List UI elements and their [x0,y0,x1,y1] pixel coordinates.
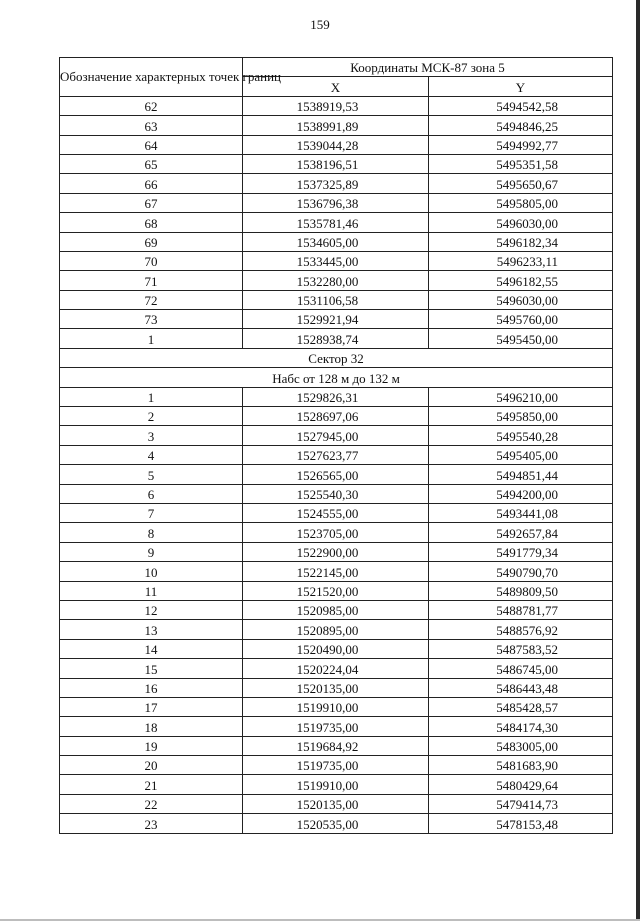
x-coordinate-cell: 1520490,00 [243,639,429,658]
y-coordinate-cell: 5495540,28 [429,426,613,445]
point-number-cell: 21 [60,775,243,794]
x-coordinate-cell: 1527945,00 [243,426,429,445]
table-row [60,717,613,736]
y-coordinate-cell: 5495850,00 [429,407,613,426]
table-row [60,562,613,581]
y-coordinate-cell: 5493441,08 [429,503,613,522]
y-coordinate-cell: 5487583,52 [429,639,613,658]
table-row [60,756,613,775]
x-coordinate-cell: 1520985,00 [243,600,429,619]
table-row [60,329,613,348]
height-row [60,368,613,387]
point-number-cell: 72 [60,290,243,309]
table-row [60,135,613,154]
point-number-cell: 18 [60,717,243,736]
table-row [60,503,613,522]
point-number-cell: 13 [60,620,243,639]
table-row [60,736,613,755]
table-row [60,794,613,813]
y-coordinate-cell: 5495351,58 [429,154,613,173]
x-coordinate-cell: 1528938,74 [243,329,429,348]
point-number-cell: 10 [60,562,243,581]
height-range-label: Набс от 128 м до 132 м [60,368,613,387]
point-number-cell: 20 [60,756,243,775]
x-coordinate-cell: 1519910,00 [243,697,429,716]
y-coordinate-cell: 5480429,64 [429,775,613,794]
point-number-cell: 23 [60,814,243,833]
x-coordinate-cell: 1522145,00 [243,562,429,581]
table-row [60,290,613,309]
y-coordinate-cell: 5494846,25 [429,116,613,135]
x-coordinate-cell: 1519735,00 [243,756,429,775]
table-row [60,387,613,406]
point-number-cell: 65 [60,154,243,173]
y-coordinate-cell: 5495450,00 [429,329,613,348]
y-coordinate-cell: 5492657,84 [429,523,613,542]
point-number-cell: 71 [60,271,243,290]
point-number-cell: 64 [60,135,243,154]
x-coordinate-cell: 1537325,89 [243,174,429,193]
y-coordinate-cell: 5488781,77 [429,600,613,619]
y-coordinate-cell: 5490790,70 [429,562,613,581]
coordinates-table [59,57,613,834]
x-coordinate-cell: 1520224,04 [243,659,429,678]
y-coordinate-cell: 5496233,11 [429,251,613,270]
y-coordinate-cell: 5494200,00 [429,484,613,503]
x-coordinate-cell: 1529826,31 [243,387,429,406]
point-number-cell: 6 [60,484,243,503]
sector-section [60,348,613,387]
table-row [60,814,613,833]
point-number-cell: 3 [60,426,243,445]
x-coordinate-cell: 1539044,28 [243,135,429,154]
x-coordinate-cell: 1520535,00 [243,814,429,833]
x-coordinate-cell: 1521520,00 [243,581,429,600]
table-row [60,678,613,697]
x-coordinate-cell: 1534605,00 [243,232,429,251]
y-coordinate-cell: 5486443,48 [429,678,613,697]
y-coordinate-cell: 5496030,00 [429,213,613,232]
table-row [60,426,613,445]
table-row [60,445,613,464]
point-number-cell: 17 [60,697,243,716]
x-column-header: X [243,77,429,96]
point-number-cell: 16 [60,678,243,697]
x-coordinate-cell: 1524555,00 [243,503,429,522]
x-coordinate-cell: 1526565,00 [243,465,429,484]
y-coordinate-cell: 5494851,44 [429,465,613,484]
x-coordinate-cell: 1529921,94 [243,310,429,329]
point-number-cell: 12 [60,600,243,619]
y-coordinate-cell: 5486745,00 [429,659,613,678]
x-coordinate-cell: 1532280,00 [243,271,429,290]
table-row [60,154,613,173]
y-coordinate-cell: 5495805,00 [429,193,613,212]
x-coordinate-cell: 1528697,06 [243,407,429,426]
point-number-cell: 5 [60,465,243,484]
table-row [60,116,613,135]
x-coordinate-cell: 1523705,00 [243,523,429,542]
x-coordinate-cell: 1522900,00 [243,542,429,561]
table-row [60,639,613,658]
coordinates-system-header: Координаты МСК-87 зона 5 [243,58,613,77]
point-number-cell: 73 [60,310,243,329]
point-number-cell: 1 [60,387,243,406]
point-number-cell: 63 [60,116,243,135]
table-header-row [60,58,613,77]
table-row [60,96,613,115]
y-coordinate-cell: 5496030,00 [429,290,613,309]
point-number-cell: 4 [60,445,243,464]
table-row [60,620,613,639]
table-row [60,542,613,561]
point-number-cell: 70 [60,251,243,270]
table-body-bottom [60,387,613,833]
point-number-cell: 66 [60,174,243,193]
y-coordinate-cell: 5483005,00 [429,736,613,755]
y-coordinate-cell: 5496182,34 [429,232,613,251]
y-coordinate-cell: 5489809,50 [429,581,613,600]
table-row [60,465,613,484]
table-row [60,600,613,619]
table-row [60,581,613,600]
scan-edge-shadow [636,0,640,921]
y-column-header: Y [429,77,613,96]
x-coordinate-cell: 1538196,51 [243,154,429,173]
table-row [60,484,613,503]
table-row [60,271,613,290]
x-coordinate-cell: 1535781,46 [243,213,429,232]
page-number: 159 [310,17,330,32]
y-coordinate-cell: 5496210,00 [429,387,613,406]
x-coordinate-cell: 1533445,00 [243,251,429,270]
table-row [60,407,613,426]
x-coordinate-cell: 1538919,53 [243,96,429,115]
point-number-cell: 9 [60,542,243,561]
table-row [60,310,613,329]
y-coordinate-cell: 5495650,67 [429,174,613,193]
point-number-cell: 15 [60,659,243,678]
point-number-cell: 2 [60,407,243,426]
point-number-cell: 67 [60,193,243,212]
x-coordinate-cell: 1519910,00 [243,775,429,794]
point-number-cell: 11 [60,581,243,600]
point-number-cell: 14 [60,639,243,658]
x-coordinate-cell: 1531106,58 [243,290,429,309]
sector-row [60,348,613,367]
x-coordinate-cell: 1520135,00 [243,678,429,697]
y-coordinate-cell: 5478153,48 [429,814,613,833]
y-coordinate-cell: 5494542,58 [429,96,613,115]
point-number-cell: 19 [60,736,243,755]
y-coordinate-cell: 5488576,92 [429,620,613,639]
table-row [60,193,613,212]
table-row [60,659,613,678]
table-body-top [60,96,613,348]
y-coordinate-cell: 5495405,00 [429,445,613,464]
x-coordinate-cell: 1525540,30 [243,484,429,503]
y-coordinate-cell: 5484174,30 [429,717,613,736]
x-coordinate-cell: 1536796,38 [243,193,429,212]
point-number-cell: 68 [60,213,243,232]
y-coordinate-cell: 5479414,73 [429,794,613,813]
table-row [60,213,613,232]
table-row [60,697,613,716]
x-coordinate-cell: 1520895,00 [243,620,429,639]
y-coordinate-cell: 5485428,57 [429,697,613,716]
point-number-cell: 62 [60,96,243,115]
point-number-cell: 69 [60,232,243,251]
y-coordinate-cell: 5496182,55 [429,271,613,290]
y-coordinate-cell: 5495760,00 [429,310,613,329]
table-row [60,523,613,542]
point-number-cell: 22 [60,794,243,813]
x-coordinate-cell: 1519735,00 [243,717,429,736]
point-designation-header: Обозначение характерных точек границ [60,58,243,97]
y-coordinate-cell: 5491779,34 [429,542,613,561]
y-coordinate-cell: 5481683,90 [429,756,613,775]
sector-label: Сектор 32 [60,348,613,367]
point-number-cell: 1 [60,329,243,348]
point-number-cell: 8 [60,523,243,542]
table-row [60,174,613,193]
x-coordinate-cell: 1520135,00 [243,794,429,813]
x-coordinate-cell: 1519684,92 [243,736,429,755]
table-row [60,251,613,270]
y-coordinate-cell: 5494992,77 [429,135,613,154]
x-coordinate-cell: 1527623,77 [243,445,429,464]
point-number-cell: 7 [60,503,243,522]
table-row [60,232,613,251]
table-row [60,775,613,794]
x-coordinate-cell: 1538991,89 [243,116,429,135]
